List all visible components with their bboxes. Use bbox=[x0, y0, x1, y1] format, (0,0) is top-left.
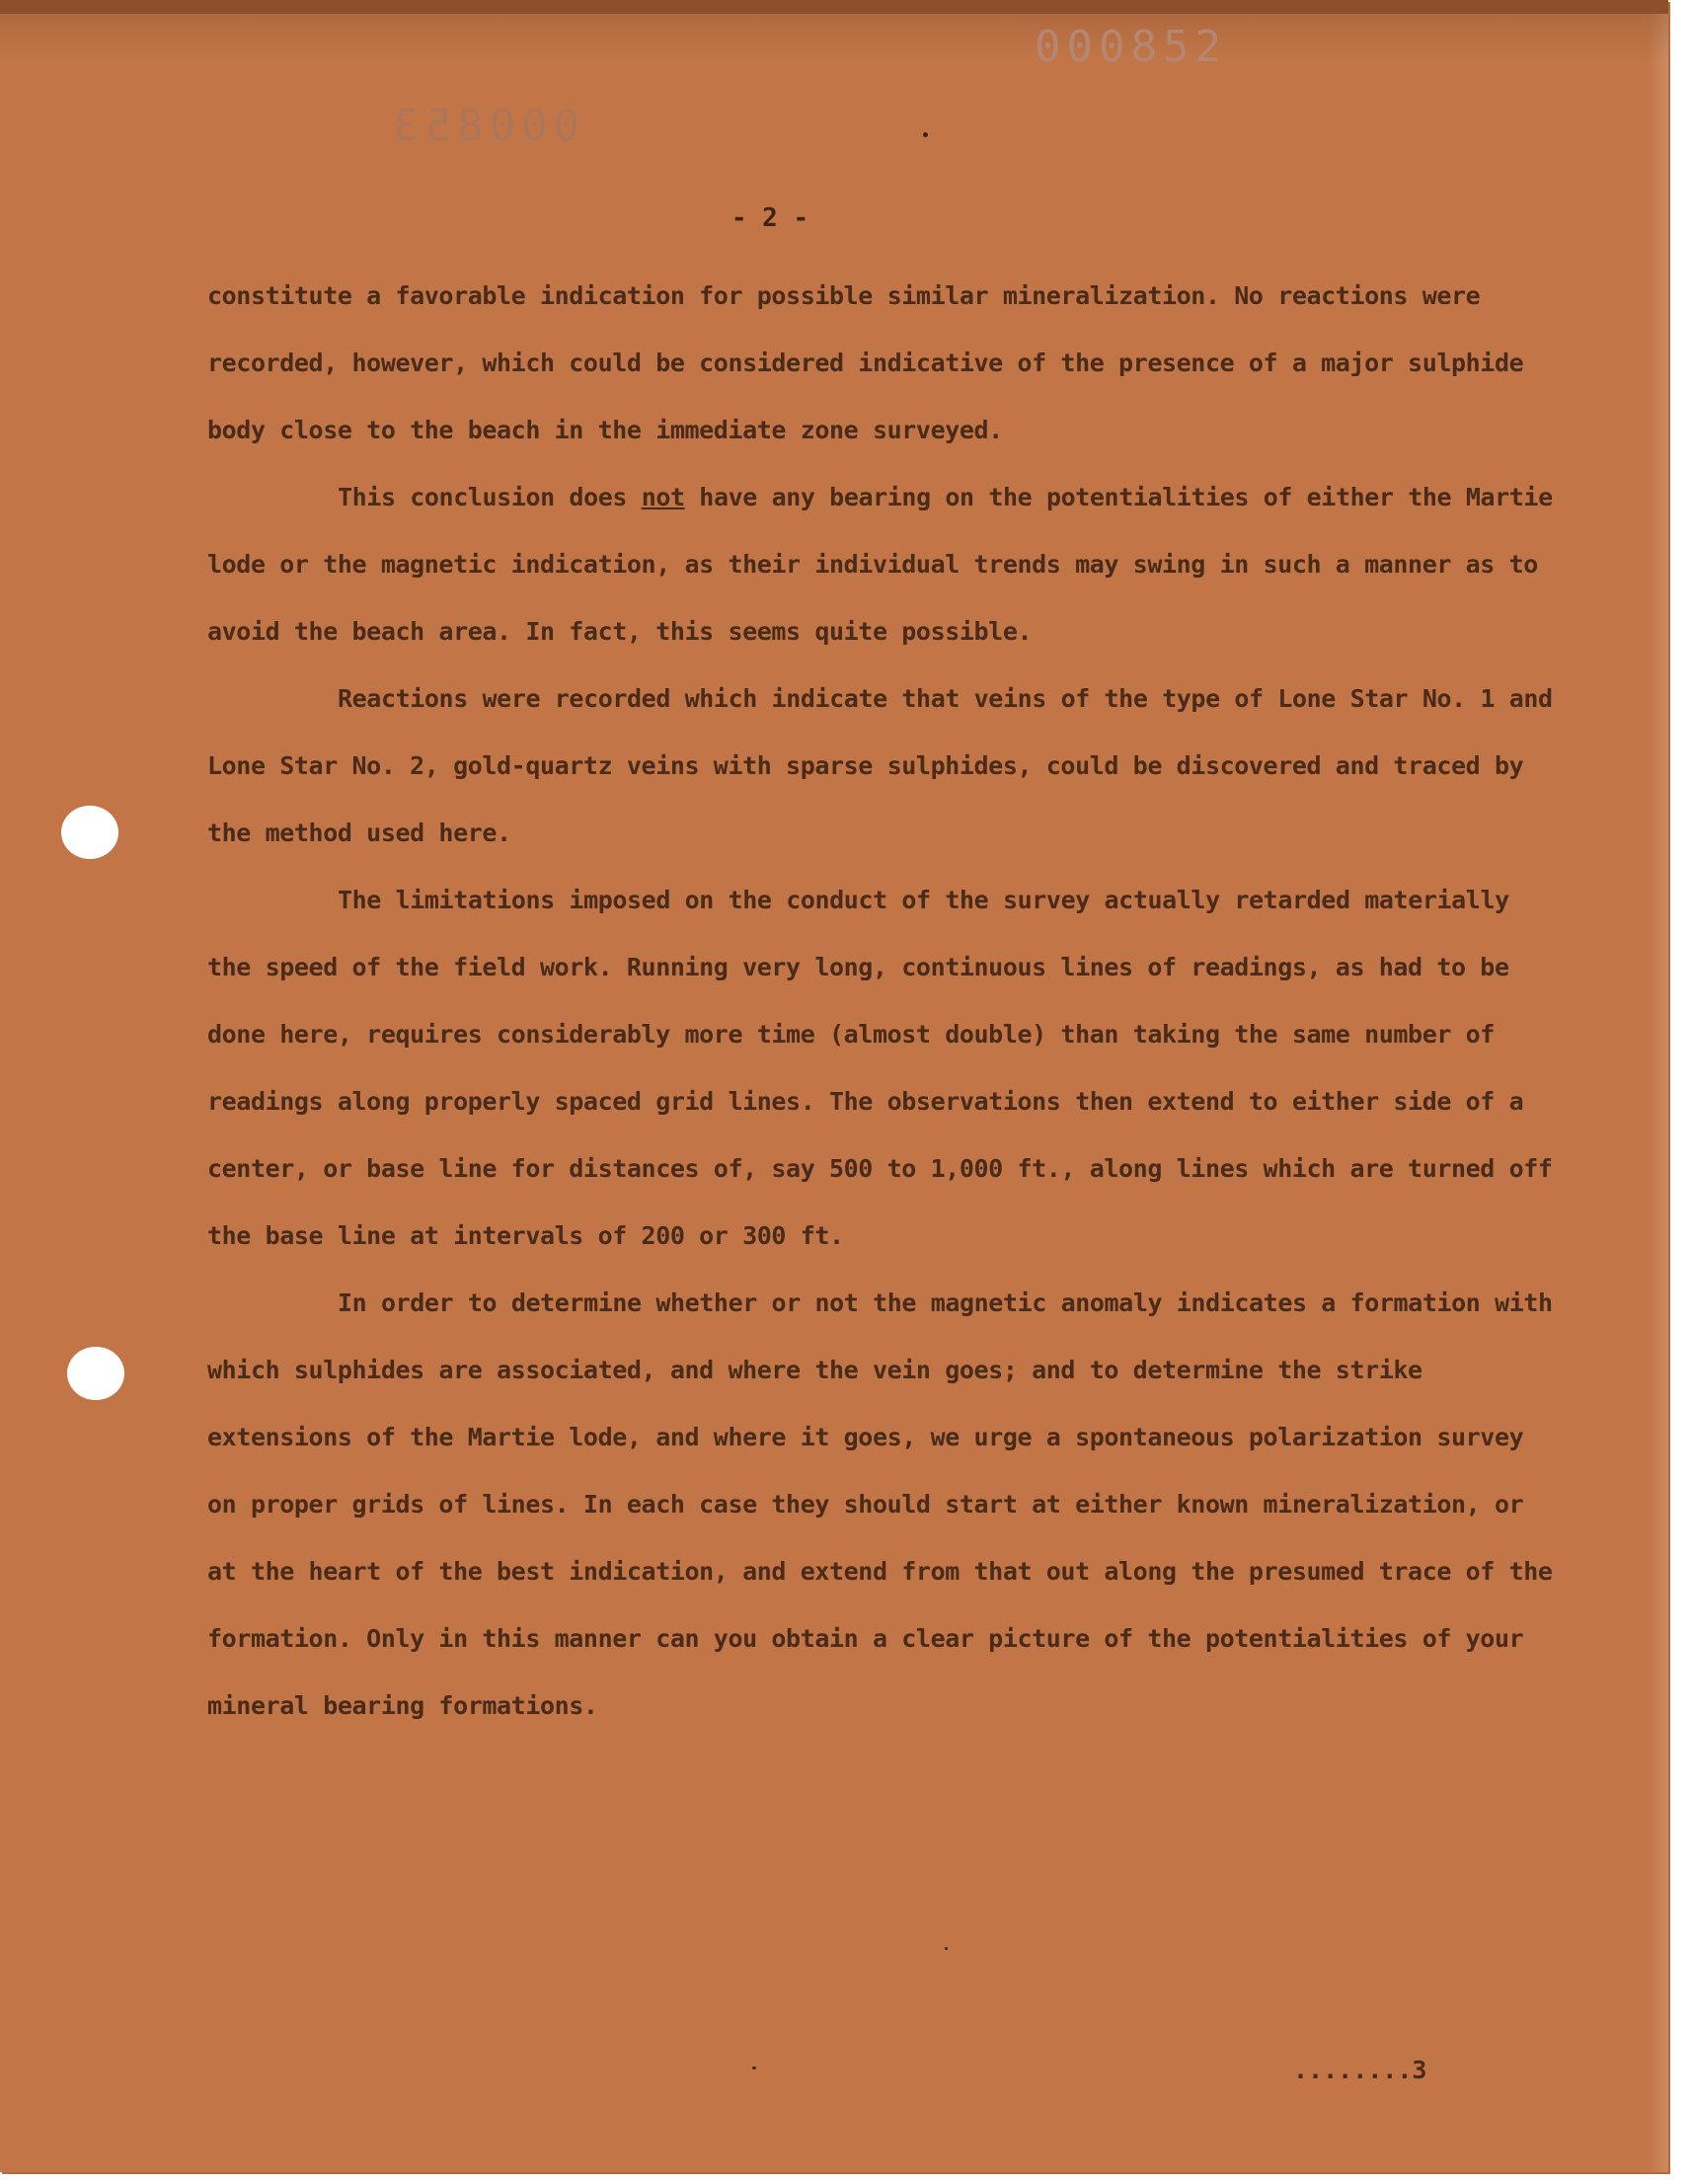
paragraph-3: Reactions were recorded which indicate that veins of the type of Lone Star No. 1 and Lone Star No. 2, gold-quartz veins with sparse sulphides, could be discovered and traced by the method used here. bbox=[207, 684, 1553, 847]
paragraph-1: constitute a favorable indication for possible similar mineralization. No reactions were recorded, however, which could be considered indicative of the presence of a major sulphide body close to the beach in the immediate zone surveyed. bbox=[207, 281, 1524, 444]
page-top-edge bbox=[0, 0, 1668, 14]
paragraph-2-end: have any bearing on the potentialities of either the Martie lode or the magnetic indication, as their individual trends may swing in such a manner as to avoid the beach area. In fact, this seems quite possible. bbox=[207, 483, 1553, 646]
bleed-through-stamp-number: 000853 bbox=[387, 101, 579, 151]
ink-speck bbox=[752, 2067, 756, 2069]
letter-body bbox=[207, 263, 1560, 1740]
paragraph-2-start: This conclusion does bbox=[338, 483, 642, 511]
ink-speck bbox=[923, 132, 928, 137]
page-number: - 2 - bbox=[730, 203, 809, 233]
ink-speck bbox=[945, 1947, 948, 1950]
punch-hole-top bbox=[61, 806, 118, 859]
punch-hole-bottom bbox=[67, 1347, 124, 1400]
emphasized-word: not bbox=[641, 483, 685, 511]
paragraph-5: In order to determine whether or not the magnetic anomaly indicates a formation with which sulphides are associated, and where the vein goes; and to determine the strike extensions of the Martie lode, and where it goes, we urge a spontaneous polarization survey on proper grids of lines. In each case they should start at either known mineralization, or at the heart of the best indication, and extend from that out along the presumed trace of the formation. Only in this manner can you obtain a clear picture of the potentialities of your mineral bearing formations. bbox=[207, 1288, 1553, 1720]
paragraph-4: The limitations imposed on the conduct of the survey actually retarded materially the speed of the field work. Running very long, continuous lines of readings, as had to be done here, requires considerably more time (almost double) than taking the same number of readings along properly spaced grid lines. The observations then extend to either side of a center, or base line for distances of, say 500 to 1,000 ft., along lines which are turned off the base line at intervals of 200 or 300 ft. bbox=[207, 886, 1553, 1250]
continuation-marker: ........3 bbox=[1293, 2056, 1427, 2084]
paragraph-2 bbox=[207, 464, 1560, 665]
page-stamp-number: 000852 bbox=[1035, 22, 1227, 72]
